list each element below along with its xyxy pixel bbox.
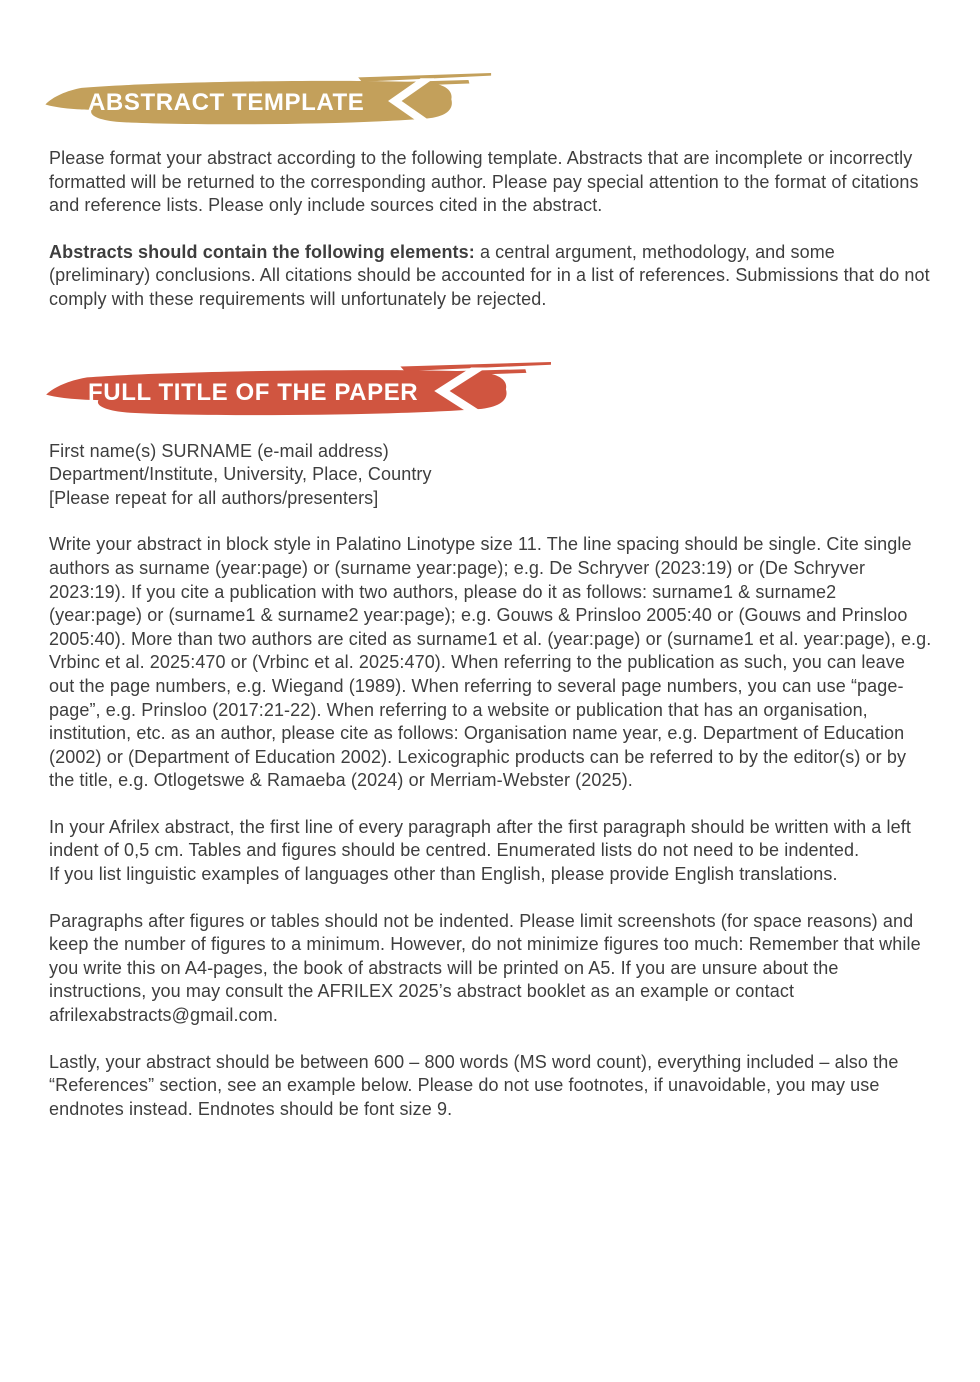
author-template-block — [49, 440, 933, 511]
author-line-repeat: [Please repeat for all authors/presenters] — [49, 487, 379, 508]
heading-abstract-template-label: ABSTRACT TEMPLATE — [88, 89, 365, 117]
paragraph-word-count: Lastly, your abstract should be between 600 – 800 words (MS word count), everything included – also the “References” section, see an example below. Please do not use footnotes, if unavoidable, you may use endnotes instead. Endnotes should be font size 9. — [49, 1051, 899, 1119]
paragraph-indentation: In your Afrilex abstract, the first line of every paragraph after the first paragraph should be written with a left indent of 0,5 cm. Tables and figures should be centred. Enumerated lists do not need to be indented. — [49, 816, 911, 861]
heading-full-title-label: FULL TITLE OF THE PAPER — [88, 378, 419, 406]
paragraph-citation-style: Write your abstract in block style in Palatino Linotype size 11. The line spacing should be single. Cite single authors as surname (year:page) or (surname year:page); e.g. De Schryver (2023:19) or (De Schryver 2023:19). If you cite a publication with two authors, please do it as follows: surname1 & surname2 (year:page) or (surname1 & surname2 year:page); e.g. Gouws & Prinsloo 2005:40 or (Gouws and Prinsloo 2005:40). More than two authors are cited as surname1 et al. (year:page) or (surname1 et al. year:page), e.g. Vrbinc et al. 2025:470 or (Vrbinc et al. 2025:470). When referring to the publication as such, you can leave out the page numbers, e.g. Wiegand (1989). When referring to several page numbers, you can use “page-page”, e.g. Prinsloo (2017:21-22). When referring to a website or publication that has an organisation, institution, etc. as an author, please cite as follows: Organisation name year, e.g. Department of Education (2002) or (Department of Education 2002). Lexicographic products can be referred to by the editor(s) or by the title, e.g. Otlogetswe & Ramaeba (2024) or Merriam-Webster (2025). — [49, 534, 932, 791]
required-elements-lead: Abstracts should contain the following elements: — [49, 241, 475, 262]
heading-full-title — [40, 362, 552, 420]
author-line-name: First name(s) SURNAME (e-mail address) — [49, 440, 389, 461]
paragraph-format-instructions: Please format your abstract according to the following template. Abstracts that are incomplete or incorrectly formatted will be returned to the corresponding author. Please pay special attention to the format of citations and reference lists. Please only include sources cited in the abstract. — [49, 148, 919, 216]
author-line-affiliation: Department/Institute, University, Place, Country — [49, 464, 432, 485]
heading-abstract-template — [40, 73, 492, 129]
paragraph-translations: If you list linguistic examples of languages other than English, please provide English translations. — [49, 864, 838, 885]
required-elements-rest: a central argument, methodology, and some (preliminary) conclusions. All citations should be accounted for in a list of references. Submissions that do not comply with these requirements will unfortunately be rejected. — [49, 241, 930, 309]
paragraph-figures: Paragraphs after figures or tables should not be indented. Please limit screenshots (for space reasons) and keep the number of figures to a minimum. However, do not minimize figures too much: Remember that while you write this on A4-pages, the book of abstracts will be printed on A5. If you are unsure about the instructions, you may consult the AFRILEX 2025’s abstract booklet as an example or contact afrilexabstracts@gmail.com. — [49, 910, 921, 1026]
paragraph-required-elements — [49, 241, 933, 312]
